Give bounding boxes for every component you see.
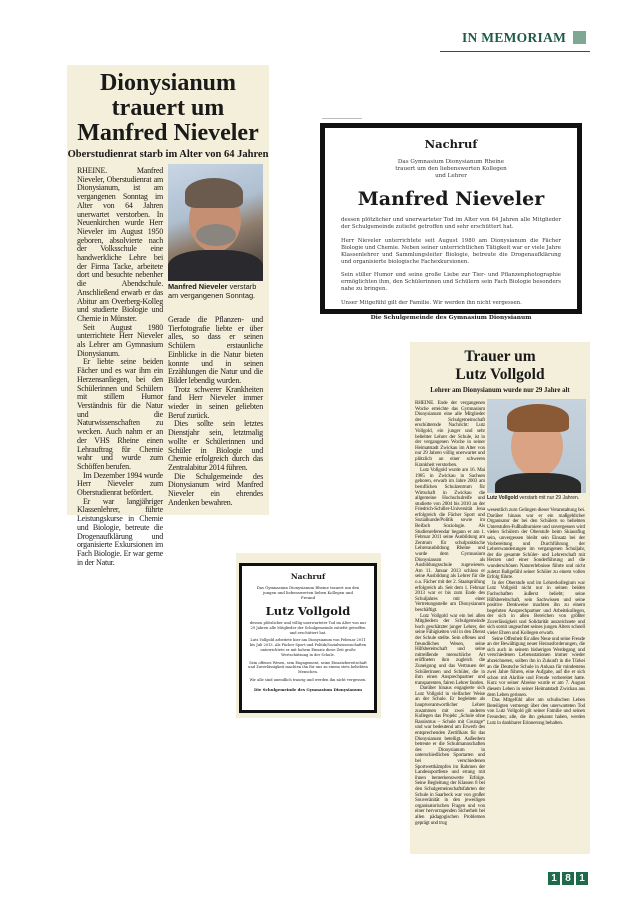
divider (322, 118, 362, 119)
section-title: IN MEMORIAM (462, 30, 567, 45)
notice-paragraph: dessen plötzlicher und völlig unerwarteter Tod im Alter von nur 29 Jahren alle Mitglieder der Schulgemeinde zutiefst getroffen und erschüttert hat. (249, 621, 367, 635)
notice-intro: Das Gymnasium Dionysianum Rheine trauert um den liebenswerten Kollegen und Lehrer (395, 159, 507, 179)
notice-paragraph: dessen plötzlicher und unerwarteter Tod im Alter von 64 Jahren alle Mitglieder der Schulgemeinde zutiefst getroffen und sehr erschüttert hat. (341, 217, 561, 230)
paragraph: Die Schulgemeinde des Dionysianum wird Manfred Nieveler ein ehrendes Andenken bewahren. (168, 471, 263, 507)
caption-name: Lutz Vollgold (487, 495, 519, 501)
notice-signature: Die Schulgemeinde des Gymnasium Dionysianum (254, 686, 362, 692)
article-column-2 (487, 508, 585, 726)
caption-text: verstarb mit nur 29 Jahren. (519, 495, 580, 501)
article-subtitle: Oberstudienrat starb im Alter von 64 Jahren (67, 149, 269, 160)
paragraph: Gerade die Pflanzen- und Tierfotografie liebte er über alles, so dass er seinen Schülern erstaunliche Einblicke in die Natur bieten konnte und in seinen Erzählungen die Natur und die Bilder lebendig wurden. (168, 315, 263, 385)
article-nieveler (67, 65, 269, 567)
paragraph: RHEINE. Ende der vergangenen Woche erreichte das Gymnasium Dionysianum eine alle Mitglieder der Schulgemeinschaft erschütternde Nachricht: Lutz Vollgold, ein junger und sehr beliebter Lehrer der Schule, ist in der vergangenen Woche in seiner Heimatstadt Zwickau im Alter von nur 29 Jahren völlig unerwartet und plötzlich an einer schweren Krankheit verstorben. (415, 400, 485, 468)
caption-text: verstarb am vergangenen Sonntag. (168, 282, 257, 300)
page-digit: 1 (548, 872, 560, 885)
paragraph: Lutz Vollgold war ein bei allen Mitgliedern der Schulgemeinde hoch geschätzter junger Lehrer, der seine Fähigkeiten voll in den Dienst der Schule stellte. Sein offenes und freundliches Wesen, seine Hilfsbereitschaft und seine mitreißende menschliche Art eröffneten ihm zugleich die Zuneigung und das Vertrauen der Schülerinnen und Schüler, die in ihm einen Ansprechpartner und transparenten, fairen Lehrer fanden. (415, 612, 485, 686)
paragraph: Im Dezember 1994 wurde Herr Nieveler zum Oberstudienrat befördert. (77, 470, 163, 498)
article-column-2 (168, 316, 263, 507)
article-vollgold (410, 342, 590, 854)
article-title: Dionysianum trauert um Manfred Nieveler (77, 70, 259, 146)
section-marker (573, 31, 586, 44)
notice-title: Nachruf (290, 572, 326, 581)
article-column-1 (77, 167, 163, 567)
article-title: Trauer um Lutz Vollgold (455, 348, 545, 383)
notice-intro: Das Gymnasium Dionysianum Rheine trauert um den jungen und liebenswerten lieben Kollegen und Freund (256, 585, 360, 600)
notice-paragraph: Unser Mitgefühl gilt der Familie. Wir werden ihn nicht vergessen. (341, 300, 522, 307)
notice-paragraph: Sein stiller Humor und seine große Liebe zur Tier- und Pflanzenphotographie ermöglichten ihm, den Schülerinnen und Schülern sein Fach Biologie besonders nahe zu bringen. (341, 272, 561, 293)
article-subtitle: Lehrer am Dionysianum wurde nur 29 Jahre alt (430, 387, 570, 394)
obituary-notice-nieveler (320, 123, 582, 322)
photo-caption (487, 495, 586, 501)
notice-signature: Die Schulgemeinde des Gymnasium Dionysianum (370, 315, 532, 322)
photo-manfred-nieveler (168, 164, 263, 281)
paragraph: Er liebte seine beiden Fächer und es war ihm ein Herzensanliegen, bei den Schülerinnen und Schülern mit stillem Humor Verständnis für die Natur und die Naturwissenschaften zu wecken. Auch nahm er an der VHS Rheine einen Lehrauftrag für Chemie wahr und wurde zum Schöffen berufen. (77, 357, 163, 471)
notice-paragraph: Herr Nieveler unterrichtete seit August 1980 am Dionysianum die Fächer Biologie und Chemie. Neben seiner unterrichtlichen Tätigkeit war er viele Jahre Klassenlehrer und Sammlungsleiter Biologie, betreute die Drogenaufklärung und organisierte biologische Fachexkursionen. (341, 237, 561, 265)
notice-name: Manfred Nieveler (357, 188, 545, 210)
article-column-1 (415, 401, 485, 826)
paragraph: Trotz schwerer Krankheiten fand Herr Nieveler immer wieder in seinen geliebten Beruf zurück. (168, 384, 263, 420)
paragraph: wesentlich zum Gelingen dieser Veranstaltung bei. Darüber hinaus war er ein maßgeblicher Organisator der bei den Schülern so beliebten Unterstufen-Fußballturniere und unvergessen wird vielen Schülern der Oberstufe beim Skiausflug sein, unvergessen bleibt sein Einsatz bei der Vorbereitung und Durchführung der Lehrerwanderungen im vergangenen Schuljahr, der die gesamte Schüler- und Lehrerschaft mit Herzen und einer Sonderführung auf die wunderschönen Naturerlebnisse führte und nicht zuletzt Ballgefühl seiner Schüler zu einem vollen Erfolg führte. (487, 507, 585, 581)
notice-paragraph: Wir alle sind unendlich traurig und werden ihn nicht vergessen. (249, 677, 367, 682)
paragraph: RHEINE. Manfred Nieveler, Oberstudienrat am Dionysianum, ist am vergangenen Sonntag im Alter von 64 Jahren unerwartet verstorben. In Neuenkirchen wurde Herr Nieveler im August 1950 geboren, absolvierte nach der Volksschule eine handwerkliche Lehre bei der Firma Tacke, arbeitete dort und besuchte nebenher die Abendschule. Anschließend erwarb er das Abitur am Overberg-Kolleg und studierte Biologie und Chemie in Münster. (77, 166, 163, 323)
obituary-notice-vollgold (239, 563, 377, 713)
paragraph: Dies sollte sein letztes Dienstjahr sein, letztmalig wollte er Schülerinnen und Schüler in Biologie und Chemie erfolgreich durch das Zentralabitur 2014 führen. (168, 419, 263, 472)
notice-paragraph: Lutz Vollgold arbeitete hier am Dionysianum von Februar 2011 bis Juli 2013. Als Fächer Sport und Politik/Sozialwissenschaften unterrichtete er mit hohem Einsatz diese Zeit große Wertschätzung in der Schule. (249, 638, 367, 657)
page-digit: 8 (562, 872, 574, 885)
paragraph: Das Mitgefühl aller am schulischen Leben Beteiligten vermengt über den unerwarteten Tod von Lutz Vollgold gilt seiner Familie und seinen Freunden; alle, die ihn gekannt haben, werden Lutz in dankbarer Erinnerung behalten. (487, 697, 585, 726)
notice-title: Nachruf (424, 137, 478, 151)
paragraph: In der Oberstufe und im Lehrerkollegium war Lutz Vollgold nicht nur in seinen beiden Fachschaften äußerst beliebt; seine Hilfsbereitschaft, sein Sachwissen und seine positive Denkweise machten ihn zu einem begehrten Ansprechpartner und Arbeitskollegen, der sich in allen Bereichen von größter Zuverlässigkeit und Solidarität auszeichnete und sich somit ungeachtet seines jungen Alters schnell vieler Ehren und Kollegen erwarb. (487, 579, 585, 637)
photo-caption (168, 283, 263, 301)
header-rule (440, 51, 590, 52)
paragraph: Seit August 1980 unterrichtete Herr Nieveler als Lehrer am Gymnasium Dionysianum. (77, 322, 163, 358)
paragraph: Lutz Vollgold wurde am 16. Mai 1985 in Zwickau in Sachsen geboren, erwarb im Jahre 2003 am beruflichen Schulzentrum für Wirtschaft in Zwickau die allgemeine Hochschulreife und studierte von 2004 bis 2010 an der Friedrich-Schiller-Universität Jena erfolgreich die Fächer Sport und Sozialkunde/Politik sowie im Beifach Soziologie. Als Studienreferendar begann er am 1. Februar 2011 seine Ausbildung am Zentrum für schulpraktische Lehrerausbildung Rheine und wurde dem Gymnasium Dionysianum als Ausbildungsschule zugewiesen. Am 11. Januar 2013 schloss er seine Ausbildung als Lehrer für die o.a. Fächer mit der 2. Staatsprüfung erfolgreich ab. Seit dem 1. Februar 2013 war er bis zum Ende des Schuljahres mit einer Vertretungsstelle am Dionysianum beschäftigt. (415, 467, 485, 613)
paragraph: Darüber hinaus engagierte sich Lutz Vollgold in vielfacher Weise an der Schule. Er begleitete als hauptverantwortlicher Lehrer zusammen mit zwei anderen Kollegen das Projekt „Schule ohne Rassismus – Schule mit Courage“ und war bedeutend am Erwerb des entsprechenden Zertifikats für das Dionysianum beteiligt. Außerdem betreute er die Schulmannschaften des Dionysianum in unterschiedlichen Sportarten und bei verschiedenen Sportwettkämpfen im Rahmen der Landessportfeste und errang mit ihnen bemerkenswerte Erfolge. Seine Begleitung der Klassen 8 bei den Schulgemeinschaftsfahrten der Schule in Saarbeck war von großer Souveränität in den jeweiligen organisatorischen Fragen und von einer hervorragenden Sicherheit bei allen pädagogischen Problemen geprägt und trug (415, 685, 485, 826)
caption-name: Manfred Nieveler (168, 282, 228, 291)
paragraph: Er war langjähriger Klassenlehrer, führte Leistungskurse in Chemie und Biologie, betreute die Drogenaufklärung und organisierte Exkursionen im Fach Biologie. Er war gerne in der Natur. (77, 496, 163, 567)
photo-lutz-vollgold (487, 399, 586, 493)
notice-paragraph: Sein offenes Wesen, sein Engagement, seine Einsatzbereitschaft und Zuverlässigkeit machten ihn für uns zu einem stets beliebten Menschen. (248, 660, 368, 675)
page-number (548, 872, 588, 885)
notice-name: Lutz Vollgold (265, 604, 351, 618)
page-digit: 1 (576, 872, 588, 885)
paragraph: Seine Offenheit für alles Neue und seine Freude an der Bewältigung neuer Herausforderungen, die sich auch in seinem bisherigen Werdegang und verschiedenen Lebensstationen immer wieder abzeichneten, sollten ihn in Zukunft in die Türkei an die Deutsche Schule in Ankara für mindestens zwei Jahre führen, eine Aufgabe, auf die er sich schon mit Akribie und Freude vorbereitet hatte. Kurz vor seiner Abreise wurde er am 7. August diesem Leben in seiner Heimatstadt Zwickau aus dem Leben gerissen. (487, 635, 585, 698)
